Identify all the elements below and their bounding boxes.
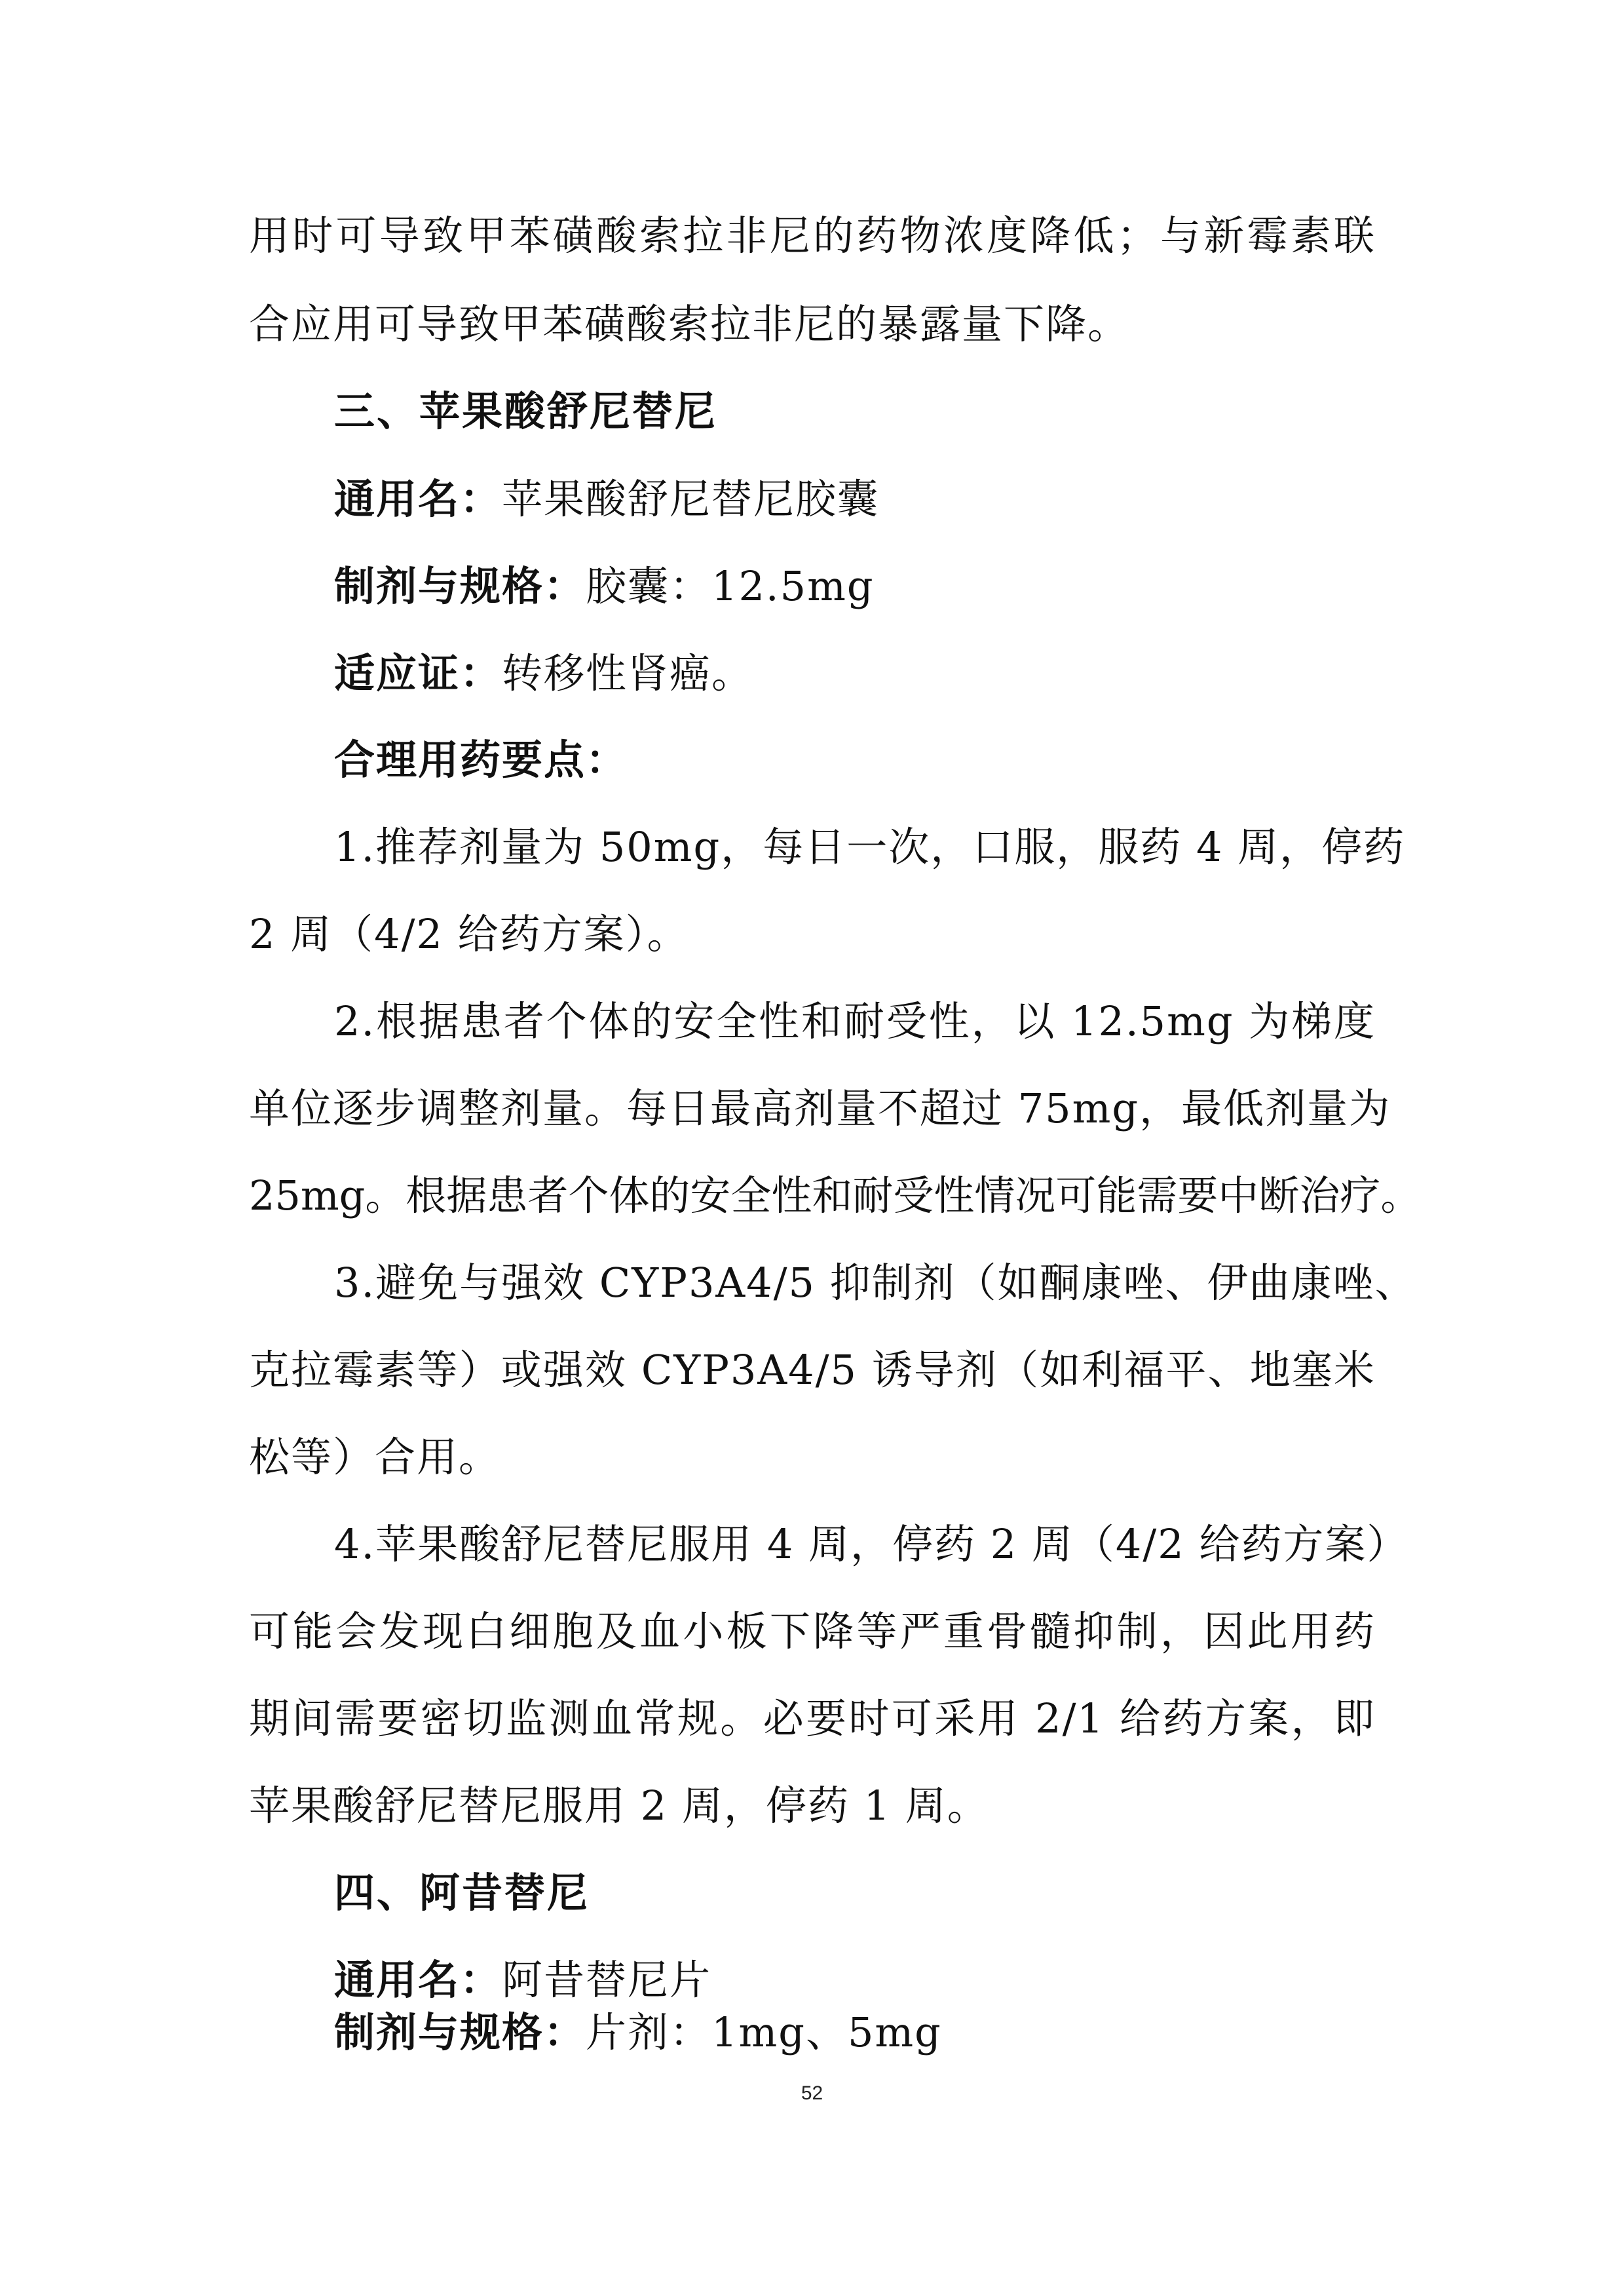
- field-value: 片剂：1mg、5mg: [586, 2008, 942, 2056]
- section-heading: 三、苹果酸舒尼替尼: [334, 387, 718, 435]
- spec-row: [334, 560, 1376, 613]
- body-text-line: 单位逐步调整剂量。每日最高剂量不超过 75mg，最低剂量为: [249, 1084, 1391, 1132]
- body-text-line: 可能会发现白细胞及血小板下降等严重骨髓抑制，因此用药: [249, 1607, 1376, 1655]
- field-value: 苹果酸舒尼替尼胶囊: [502, 475, 880, 523]
- body-text-line: 用时可导致甲苯磺酸索拉非尼的药物浓度降低；与新霉素联: [249, 212, 1376, 259]
- body-text-line: 3.避免与强效 CYP3A4/5 抑制剂（如酮康唑、伊曲康唑、: [334, 1259, 1417, 1307]
- page-number: 52: [801, 2082, 823, 2104]
- body-text-line: 合应用可导致甲苯磺酸索拉非尼的暴露量下降。: [249, 300, 1130, 348]
- body-text-line: 2.根据患者个体的安全性和耐受性，以 12.5mg 为梯度: [334, 997, 1376, 1045]
- field-value: 胶囊：12.5mg: [586, 562, 875, 610]
- body-text-line: 松等）合用。: [249, 1433, 501, 1481]
- field-label: 通用名：: [334, 1956, 502, 2004]
- field-value: 阿昔替尼片: [502, 1956, 712, 2004]
- field-label: 适应证：: [334, 649, 502, 697]
- body-text-line: 4.苹果酸舒尼替尼服用 4 周，停药 2 周（4/2 给药方案）: [334, 1520, 1409, 1568]
- section-heading: 四、阿昔替尼: [334, 1869, 590, 1917]
- spec-row: [334, 2006, 1376, 2059]
- indication-row: [334, 647, 1376, 700]
- body-text-line: 2 周（4/2 给药方案）。: [249, 910, 689, 958]
- field-value: 转移性肾癌。: [502, 649, 754, 697]
- field-label: 通用名：: [334, 475, 502, 523]
- generic-name-row: [334, 1954, 1376, 2006]
- body-text-line: 25mg。根据患者个体的安全性和耐受性情况可能需要中断治疗。: [249, 1172, 1422, 1219]
- body-text-line: 克拉霉素等）或强效 CYP3A4/5 诱导剂（如利福平、地塞米: [249, 1346, 1376, 1394]
- generic-name-row: [334, 473, 1376, 526]
- field-label: 制剂与规格：: [334, 2008, 586, 2056]
- body-text-line: 1.推荐剂量为 50mg，每日一次，口服，服药 4 周，停药: [334, 823, 1406, 871]
- body-text-line: 苹果酸舒尼替尼服用 2 周，停药 1 周。: [249, 1782, 989, 1829]
- body-text-line: 期间需要密切监测血常规。必要时可采用 2/1 给药方案，即: [249, 1694, 1376, 1742]
- field-label: 制剂与规格：: [334, 562, 586, 610]
- points-heading: 合理用药要点：: [334, 736, 628, 784]
